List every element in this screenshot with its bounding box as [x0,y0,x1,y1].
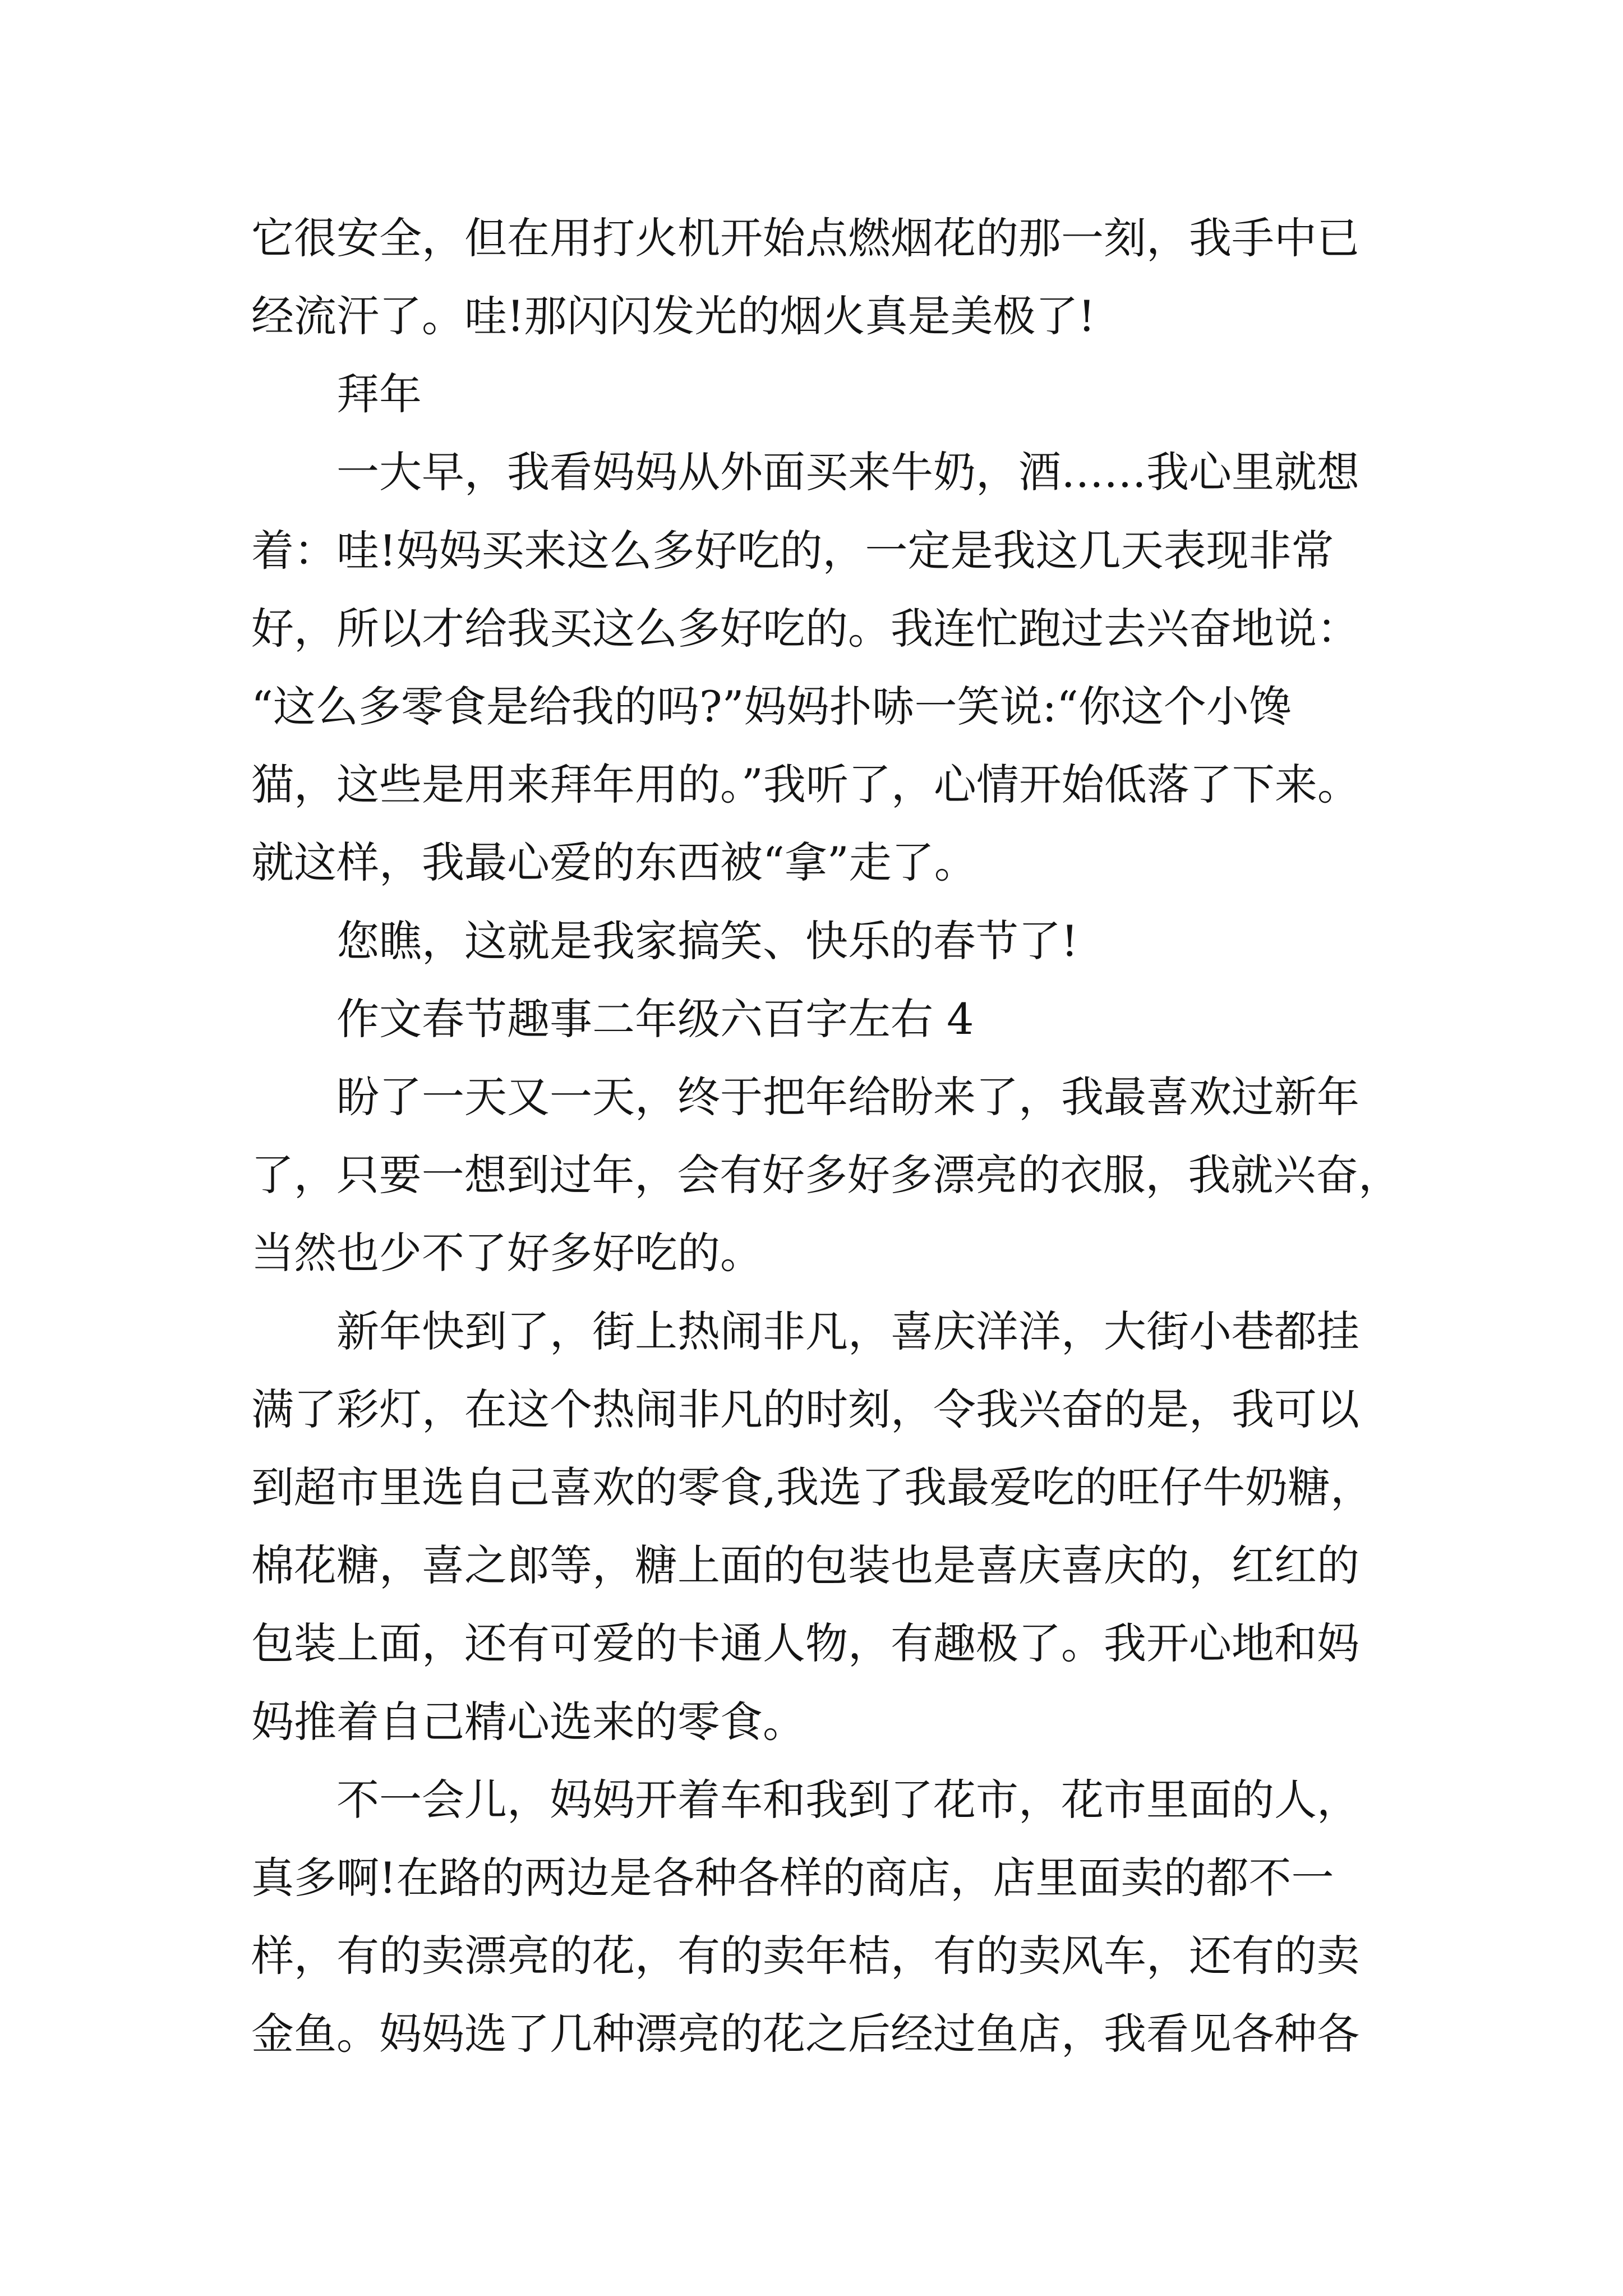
text-line: 了，只要一想到过年，会有好多好多漂亮的衣服，我就兴奋， [251,1150,1401,1200]
text-line: 新年快到了，街上热闹非凡，喜庆洋洋，大街小巷都挂 [336,1306,1359,1356]
text-line: 一大早，我看妈妈从外面买来牛奶，酒……我心里就想 [336,447,1359,497]
text-line: 到超市里选自己喜欢的零食,我选了我最爱吃的旺仔牛奶糖， [251,1462,1373,1512]
text-line: 拜年 [336,369,422,419]
text-line: 就这样，我最心爱的东西被“拿”走了。 [251,838,977,887]
text-line: 真多啊!在路的两边是各种各样的商店，店里面卖的都不一 [251,1853,1334,1903]
text-line: 盼了一天又一天，终于把年给盼来了，我最喜欢过新年 [336,1072,1359,1122]
text-line: 猫，这些是用来拜年用的。”我听了，心情开始低落了下来。 [251,760,1360,809]
text-line: “这么多零食是给我的吗?”妈妈扑哧一笑说:“你这个小馋 [251,682,1292,731]
text-line: 作文春节趣事二年级六百字左右 4 [336,994,974,1044]
text-line: 好，所以才给我买这么多好吃的。我连忙跑过去兴奋地说： [251,604,1359,654]
text-line: 当然也少不了好多好吃的。 [251,1228,763,1278]
text-line: 它很安全，但在用打火机开始点燃烟花的那一刻，我手中已 [251,213,1359,263]
text-line: 妈推着自己精心选来的零食。 [251,1697,805,1747]
text-line: 不一会儿，妈妈开着车和我到了花市，花市里面的人， [336,1775,1359,1825]
text-line: 经流汗了。哇!那闪闪发光的烟火真是美极了! [251,291,1096,341]
text-line: 样，有的卖漂亮的花，有的卖年桔，有的卖风车，还有的卖 [251,1931,1359,1981]
text-line: 您瞧，这就是我家搞笑、快乐的春节了! [336,916,1078,966]
text-line: 棉花糖，喜之郎等，糖上面的包装也是喜庆喜庆的，红红的 [251,1540,1359,1590]
text-line: 金鱼。妈妈选了几种漂亮的花之后经过鱼店，我看见各种各 [251,2009,1359,2059]
text-line: 包装上面，还有可爱的卡通人物，有趣极了。我开心地和妈 [251,1618,1359,1668]
text-line: 满了彩灯，在这个热闹非凡的时刻，令我兴奋的是，我可以 [251,1384,1359,1434]
text-line: 着：哇!妈妈买来这么多好吃的，一定是我这几天表现非常 [251,526,1334,576]
